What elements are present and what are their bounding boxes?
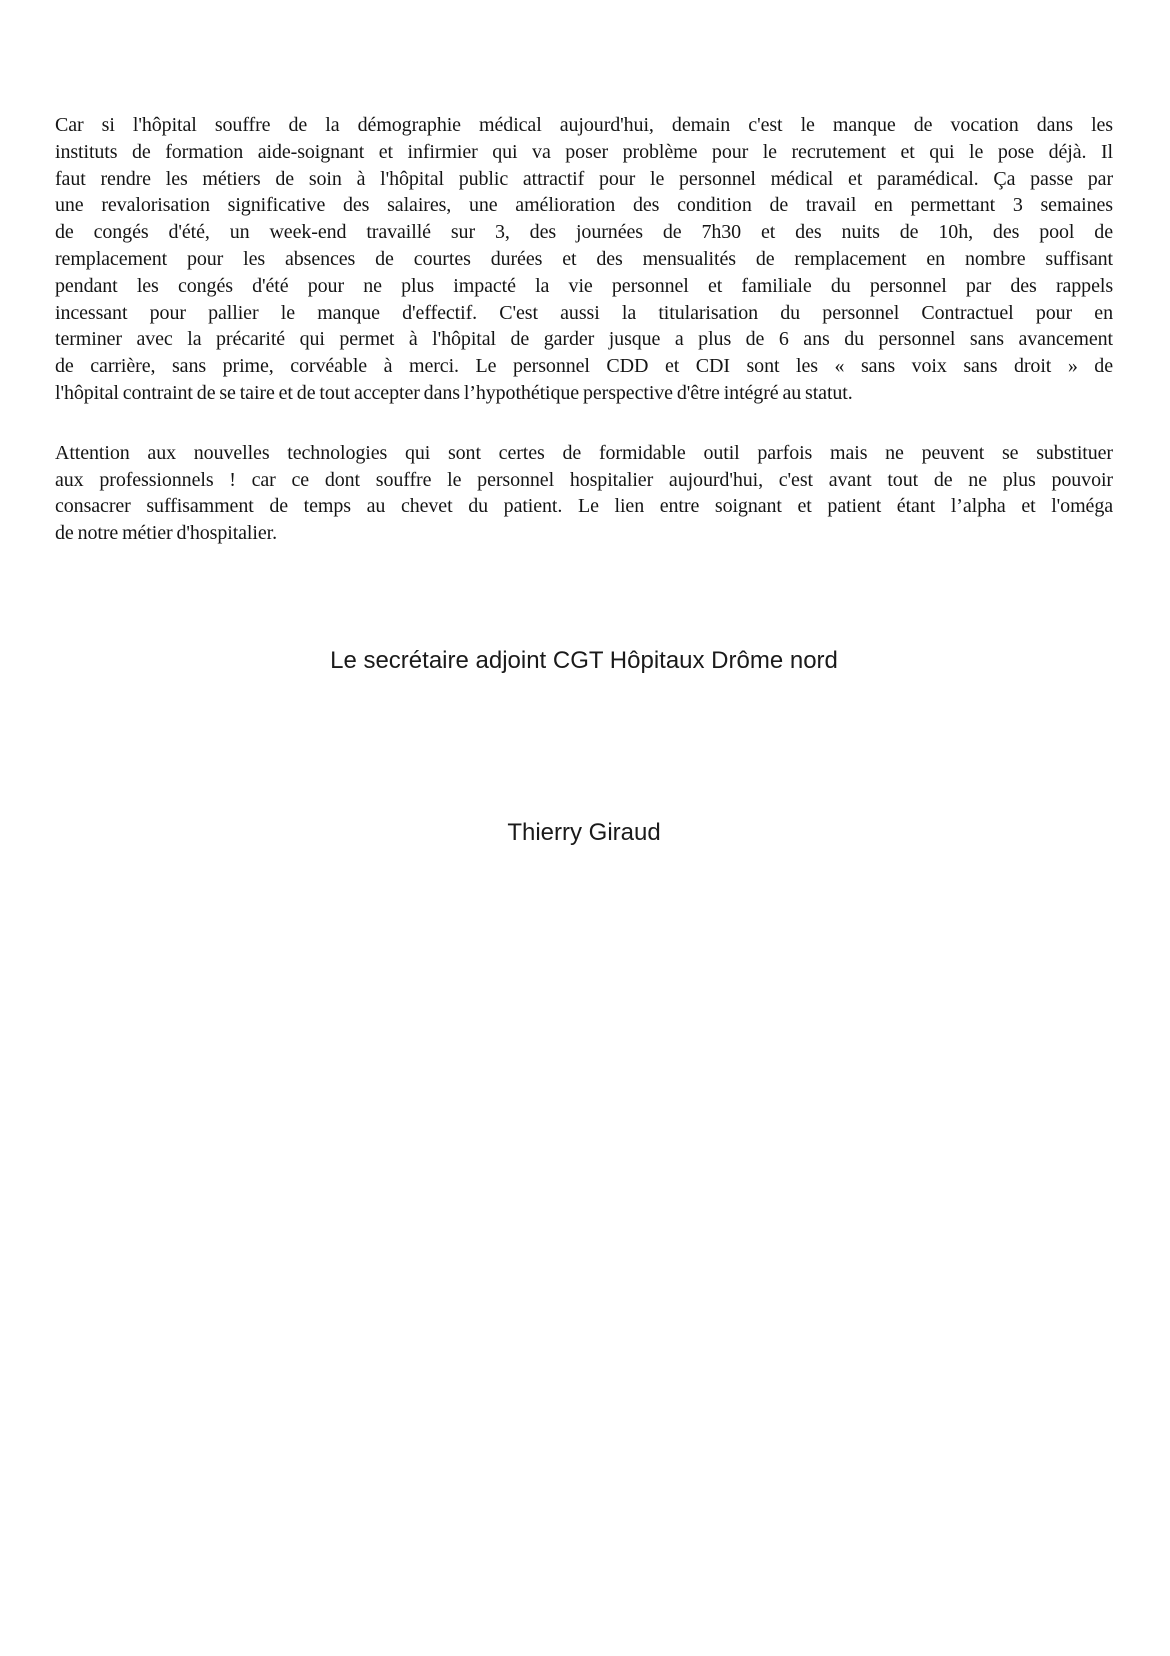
text-line: faut rendre les métiers de soin à l'hôpital public attractif pour le personnel médical et paramédical. Ça passe par (55, 167, 1113, 190)
text-line: Car si l'hôpital souffre de la démographie médical aujourd'hui, demain c'est le manque de vocation dans les (55, 114, 1113, 136)
text-line: de carrière, sans prime, corvéable à merci. Le personnel CDD et CDI sont les « sans voix sans droit » de (55, 355, 1113, 378)
text-line: remplacement pour les absences de courtes durées et des mensualités de remplacement en nombre suffisant (55, 247, 1113, 270)
text-line: instituts de formation aide-soignant et infirmier qui va poser problème pour le recrutement et qui le pose déjà. Il (55, 140, 1113, 163)
text-line: aux professionnels ! car ce dont souffre le personnel hospitalier aujourd'hui, c'est avant tout de ne plus pouvoir (55, 468, 1113, 491)
signature-name: Thierry Giraud (507, 818, 661, 846)
text-line: Attention aux nouvelles technologies qui sont certes de formidable outil parfois mais ne peuvent se substituer (55, 441, 1113, 464)
text-line: consacrer suffisamment de temps au chevet du patient. Le lien entre soignant et patient étant l’alpha et l'oméga (55, 495, 1113, 518)
text-line: une revalorisation significative des salaires, une amélioration des condition de travail en permettant 3 semaines (55, 194, 1113, 217)
text-line: pendant les congés d'été pour ne plus impacté la vie personnel et familiale du personnel par des rappels (55, 274, 1113, 297)
paragraph-demographie-hopital (55, 112, 1113, 407)
text-line: l'hôpital contraint de se taire et de tout accepter dans l’hypothétique perspective d'être intégré au statut. (55, 381, 853, 404)
text-line: incessant pour pallier le manque d'effectif. C'est aussi la titularisation du personnel Contractuel pour en (55, 301, 1113, 324)
signature-role: Le secrétaire adjoint CGT Hôpitaux Drôme nord (330, 646, 838, 674)
text-line: de notre métier d'hospitalier. (55, 522, 277, 545)
paragraph-nouvelles-technologies (55, 440, 1113, 547)
text-line: terminer avec la précarité qui permet à l'hôpital de garder jusque a plus de 6 ans du personnel sans avancement (55, 328, 1113, 351)
text-line: de congés d'été, un week-end travaillé sur 3, des journées de 7h30 et des nuits de 10h, des pool de (55, 221, 1113, 244)
